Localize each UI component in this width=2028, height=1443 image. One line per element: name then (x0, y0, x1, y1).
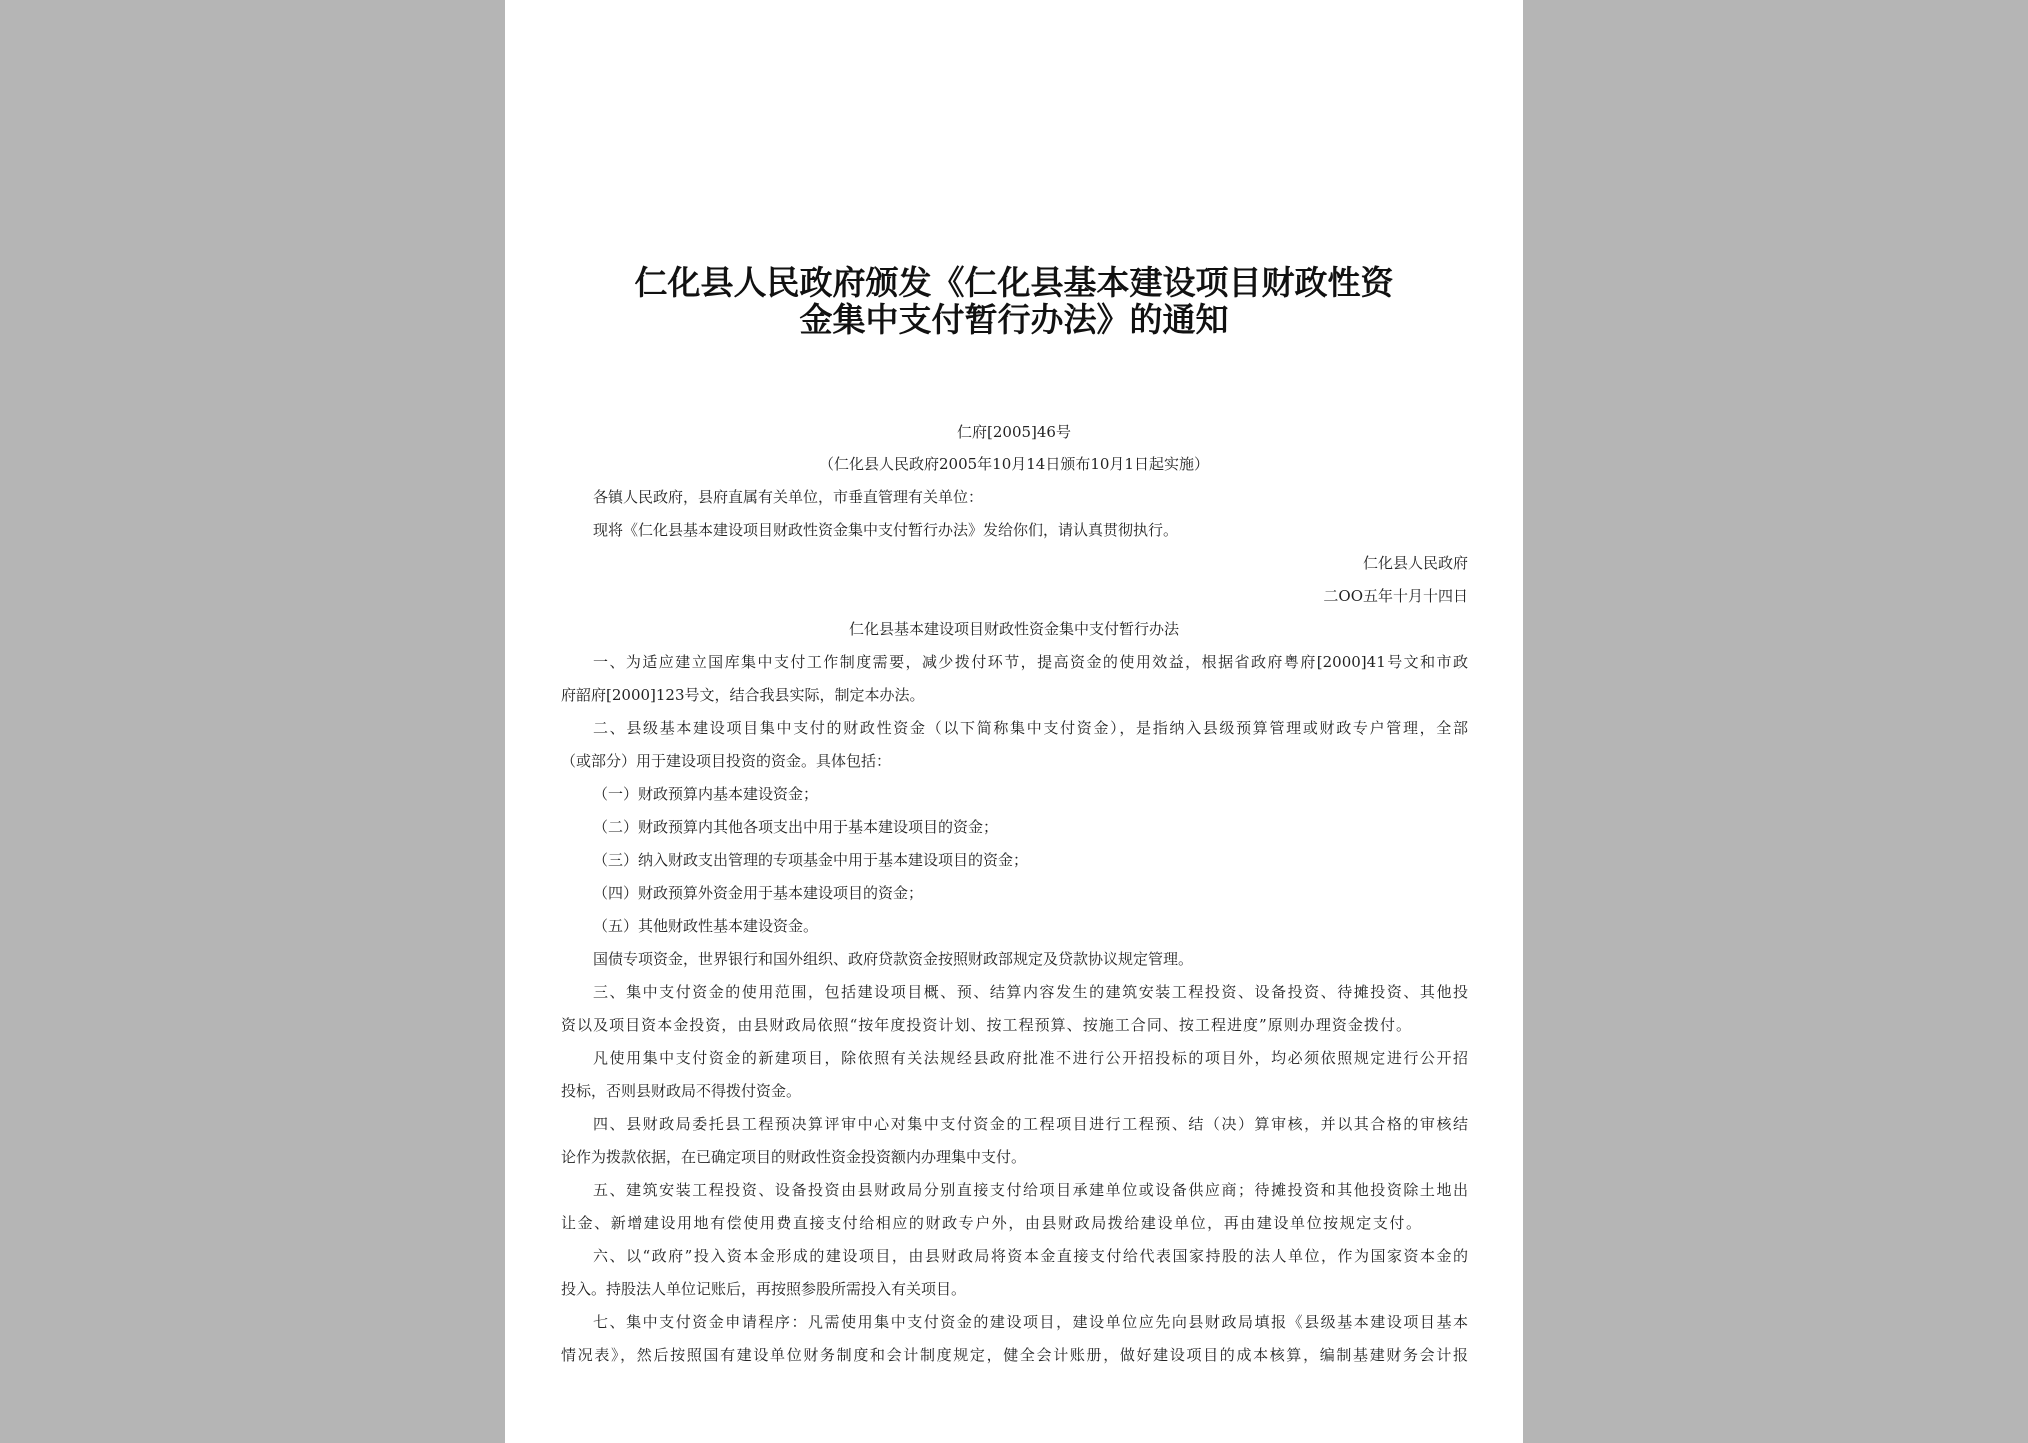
list-item: （三）纳入财政支出管理的专项基金中用于基本建设项目的资金； (593, 851, 1029, 869)
body-line: 投入。持股法人单位记账后，再按照参股所需投入有关项目。 (561, 1280, 967, 1298)
document-title-line-1: 仁化县人民政府颁发《仁化县基本建设项目财政性资 (634, 263, 1394, 302)
body-line: 凡使用集中支付资金的新建项目，除依照有关法规经县政府批准不进行公开招投标的项目外，均必须依照规定进行公开招 (593, 1049, 1468, 1067)
body-line: 资以及项目资本金投资，由县财政局依照“按年度投资计划、按工程预算、按施工合同、按工程进度”原则办理资金拨付。 (561, 1016, 1411, 1034)
body-line: 三、集中支付资金的使用范围，包括建设项目概、预、结算内容发生的建筑安装工程投资、设备投资、待摊投资、其他投 (593, 983, 1468, 1001)
body-line: 六、以“政府”投入资本金形成的建设项目，由县财政局将资本金直接支付给代表国家持股的法人单位，作为国家资本金的 (593, 1247, 1468, 1265)
body-line: 五、建筑安装工程投资、设备投资由县财政局分别直接支付给项目承建单位或设备供应商；待摊投资和其他投资除土地出 (593, 1181, 1468, 1199)
body-line: （或部分）用于建设项目投资的资金。具体包括： (561, 752, 892, 770)
issue-note: （仁化县人民政府2005年10月14日颁布10月1日起实施） (819, 455, 1209, 473)
list-item: （五）其他财政性基本建设资金。 (593, 917, 819, 935)
body-line: 府韶府[2000]123号文，结合我县实际，制定本办法。 (561, 686, 925, 704)
body-line: 投标，否则县财政局不得拨付资金。 (561, 1082, 802, 1100)
document-title-line-2: 金集中支付暂行办法》的通知 (799, 300, 1229, 339)
measures-title: 仁化县基本建设项目财政性资金集中支付暂行办法 (848, 620, 1179, 638)
list-item: （二）财政预算内其他各项支出中用于基本建设项目的资金； (593, 818, 999, 836)
body-line: 一、为适应建立国库集中支付工作制度需要，减少拨付环节，提高资金的使用效益，根据省政府粤府[2000]41号文和市政 (593, 653, 1468, 671)
body-line: 二、县级基本建设项目集中支付的财政性资金（以下简称集中支付资金），是指纳入县级预算管理或财政专户管理，全部 (593, 719, 1468, 737)
addressee: 各镇人民政府，县府直属有关单位，市垂直管理有关单位： (593, 488, 984, 506)
body-line: 七、集中支付资金申请程序：凡需使用集中支付资金的建设项目，建设单位应先向县财政局填报《县级基本建设项目基本 (593, 1313, 1468, 1331)
body-line: 让金、新增建设用地有偿使用费直接支付给相应的财政专户外，由县财政局拨给建设单位，再由建设单位按规定支付。 (561, 1214, 1421, 1232)
forward-text: 现将《仁化县基本建设项目财政性资金集中支付暂行办法》发给你们，请认真贯彻执行。 (593, 521, 1179, 539)
list-item: （四）财政预算外资金用于基本建设项目的资金； (593, 884, 924, 902)
signature-date: 二OO五年十月十四日 (1323, 587, 1468, 605)
list-item: （一）财政预算内基本建设资金； (593, 785, 819, 803)
body-line: 四、县财政局委托县工程预决算评审中心对集中支付资金的工程项目进行工程预、结（决）算审核，并以其合格的审核结 (593, 1115, 1468, 1133)
document-number: 仁府[2005]46号 (957, 423, 1071, 441)
document-page (505, 0, 1523, 1443)
body-line: 情况表》，然后按照国有建设单位财务制度和会计制度规定，健全会计账册，做好建设项目的成本核算，编制基建财务会计报 (561, 1346, 1468, 1364)
signature-organization: 仁化县人民政府 (1362, 554, 1468, 572)
body-line: 国债专项资金，世界银行和国外组织、政府贷款资金按照财政部规定及贷款协议规定管理。 (593, 950, 1194, 968)
body-line: 论作为拨款依据，在已确定项目的财政性资金投资额内办理集中支付。 (561, 1148, 1027, 1166)
